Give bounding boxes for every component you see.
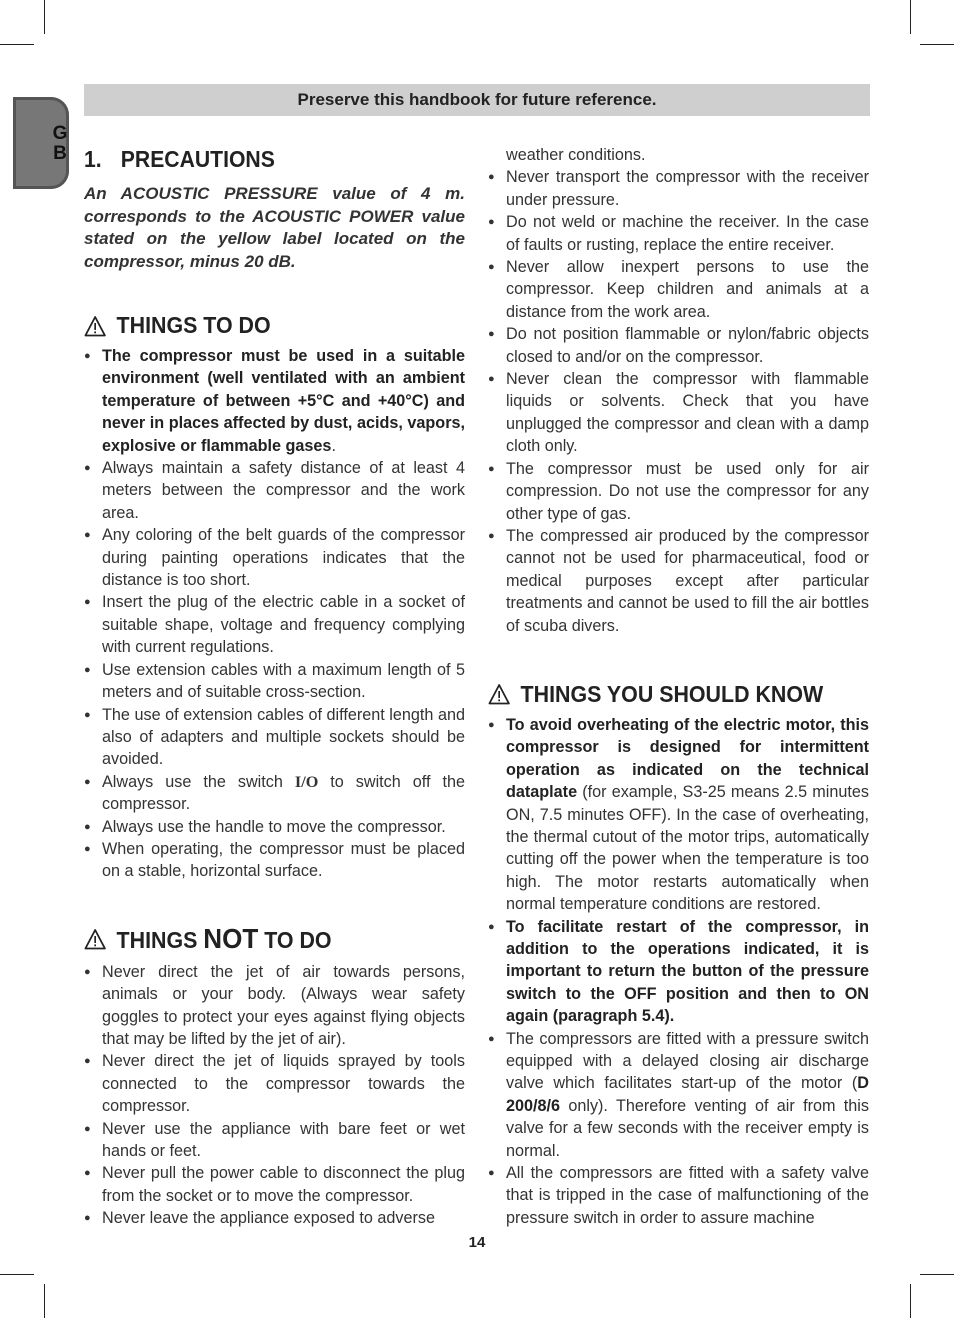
section-title-text: PRECAUTIONS [120,146,275,172]
warning-icon [84,928,106,950]
list-item: ● Never pull the power cable to disconnect the plug from the socket or to move the compressor. [84,1162,465,1207]
warning-icon [488,683,510,705]
crop-mark [44,1284,45,1318]
list-item-continuation: weather conditions. [506,146,646,164]
item-text: Always use the switch [102,772,295,791]
list-item: ● Any coloring of the belt guards of the compressor during painting operations indicates that the distance is too short. [84,524,465,591]
language-letter: G [52,123,68,144]
section-title [84,146,435,173]
list-item: ● Never transport the compressor with the receiver under pressure. [488,166,869,211]
right-column [488,144,869,1229]
heading-text: THINGS TO DO [116,312,271,338]
crop-mark [920,44,954,45]
list-item [84,771,465,816]
crop-mark [920,1274,954,1275]
acoustic-intro: An ACOUSTIC PRESSURE value of 4 m. corresponds to the ACOUSTIC POWER value stated on the yellow label located on the compressor, minus 20 dB. [84,184,465,271]
item-bold-text: To avoid overheating of the electric motor, this compressor is designed for intermittent operation as indicated on the technical dataplate [506,715,869,802]
list-item: ● Always use the handle to move the compressor. [84,816,465,838]
crop-mark [44,0,45,34]
heading-text: THINGS YOU SHOULD KNOW [520,680,824,707]
list-item: ● Insert the plug of the electric cable in a socket of suitable shape, voltage and frequency complying with current regulations. [84,591,465,658]
list-item: ● Use extension cables with a maximum length of 5 meters and of suitable cross-section. [84,659,465,704]
list-item: ● Do not weld or machine the receiver. In the case of faults or rusting, replace the entire receiver. [488,211,869,256]
list-item [488,916,869,1028]
things-to-know-heading [488,681,842,708]
list-item: ● Never direct the jet of air towards persons, animals or your body. (Always wear safety goggles to protect your eyes against flying objects that may be lifted by the jet of air). [84,961,465,1051]
things-not-to-do-heading [84,923,438,955]
crop-mark [0,44,34,45]
list-item [84,345,465,457]
list-item: ● Never clean the compressor with flammable liquids or solvents. Check that you have unplugged the compressor and clean with a damp cloth only. [488,368,869,458]
list-item: ● Always maintain a safety distance of at least 4 meters between the compressor and the work area. [84,457,465,524]
list-item: ● The use of extension cables of different length and also of adapters and multiple sockets should be avoided. [84,704,465,771]
things-to-know-list [488,714,869,1229]
list-item: ● When operating, the compressor must be placed on a stable, horizontal surface. [84,838,465,883]
item-bold-text: The compressor must be used in a suitable environment (well ventilated with an ambient temperature of between +5°C and +40°C) and never in places affected by dust, acids, vapors, explosive or flammable gases [102,347,465,455]
list-item: ● Never direct the jet of liquids sprayed by tools connected to the compressor towards the compressor. [84,1050,465,1117]
heading-part: TO DO [258,926,332,953]
item-text: The compressors are fitted with a pressure switch equipped with a delayed closing air discharge valve which facilitates start-up of the motor ( [506,1029,869,1093]
list-item [488,714,869,916]
item-bold-text: To facilitate restart of the compressor, in addition to the operations indicated, it is important to return the button of the pressure switch to the OFF position and then to ON again (paragraph 5.4). [506,917,869,1026]
list-item [488,1028,869,1162]
heading-part: THINGS [116,926,204,953]
language-tab [13,97,69,189]
page-number: 14 [468,1234,486,1251]
list-item: ● Do not position flammable or nylon/fabric objects closed to and/or on the compressor. [488,323,869,368]
item-text: only). Therefore venting of air from this valve for a few seconds with the receiver empty is normal. [506,1096,869,1160]
heading-text [117,923,332,955]
list-item: ● Never leave the appliance exposed to adverse [84,1207,465,1229]
language-letter: B [53,143,67,164]
item-text: to switch off the compressor. [102,772,465,814]
things-not-to-do-list [84,961,465,1230]
list-item: ● Never allow inexpert persons to use the compressor. Keep children and animals at a distance from the work area. [488,256,869,323]
section-number: 1. [84,146,102,172]
item-text: (for example, S3-25 means 2.5 minutes ON, 7.5 minutes OFF). In the case of overheating, the thermal cutout of the motor trips, automatically cutting off the power when the temperature is too high. The motor restarts automatically when normal temperature conditions are restored. [506,783,869,914]
warning-icon [84,315,106,337]
model-name: D 200/8/6 [506,1074,869,1115]
header-bar: Preserve this handbook for future reference. [84,84,870,116]
things-to-do-list [84,345,465,883]
list-item: ● Never use the appliance with bare feet or wet hands or feet. [84,1118,465,1163]
crop-mark [910,0,911,34]
things-not-to-do-list-continued [488,144,869,637]
switch-symbol: I/O [294,772,319,791]
list-item: ● The compressed air produced by the compressor cannot not be used for pharmaceutical, food or medical purposes except after particular treatments and cannot be used to fill the air bottles of scuba divers. [488,525,869,637]
heading-emphasis: NOT [203,922,259,954]
list-item: ● All the compressors are fitted with a safety valve that is tripped in the case of malfunctioning of the pressure switch in order to assure machine [488,1162,869,1229]
crop-mark [910,1284,911,1318]
item-text: . [331,436,336,455]
list-item: ● The compressor must be used only for air compression. Do not use the compressor for any other type of gas. [488,458,869,525]
crop-mark [0,1274,34,1275]
things-to-do-heading [84,312,438,339]
left-column [84,140,465,1230]
